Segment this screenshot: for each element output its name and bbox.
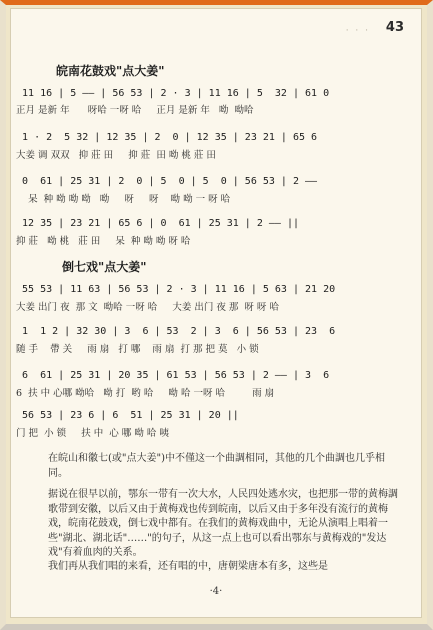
jianpu-line: 56 53 | 23 6 | 6 51 | 25 31 | 20 || <box>10 410 239 421</box>
page-number: 43 <box>385 20 404 35</box>
jianpu-line: 1 · 2 5 32 | 12 35 | 2 0 | 12 35 | 23 21 | 65 6 <box>10 132 318 143</box>
page-top-marks: · · · <box>345 26 370 36</box>
lyric-line: 大姜 出门 夜 那 文 呦哈 一呀 哈 大姜 出门 夜 那 呀 呀 哈 <box>10 302 279 312</box>
lyric-line: 正月 是新 年 呀哈 一呀 哈 正月 是新 年 呦 呦哈 <box>10 105 254 115</box>
lyric-line: 随 手 帶 关 雨 扇 打 哪 雨 扇 打 那 把 莫 小 锁 <box>10 344 259 354</box>
scanned-page <box>10 8 422 618</box>
lyric-line: 大姜 调 双双 抑 莊 田 抑 莊 田 呦 桃 莊 田 <box>10 150 216 160</box>
jianpu-line: 1 1 2 | 32 30 | 3 6 | 53 2 | 3 6 | 56 53 | 23 6 <box>10 326 336 337</box>
lyric-line: 抑 莊 呦 桃 莊 田 呆 种 呦 呦 呀 哈 <box>10 236 191 246</box>
paragraph-history: 据说在很早以前，鄂东一带有一次大水，人民四处逃水灾，也把那一带的黄梅調歌带到安徽，以后又由于黄梅戏也传到皖南，以后又由于多年没有流行的黄梅戏，皖南花鼓戏，倒七戏中都有。在我们的黄梅戏曲中，无论从演唱上唱着一些"湖北、湖北话"……"的句子，从这一点上也可以看出鄂东与黄梅戏的"发达戏"有着血肉的关系。 <box>48 489 398 558</box>
jianpu-line: 12 35 | 23 21 | 65 6 | 0 61 | 25 31 | 2 —— || <box>10 218 299 229</box>
jianpu-line: 11 16 | 5 —— | 56 53 | 2 · 3 | 11 16 | 5 32 | 61 0 <box>10 88 330 99</box>
jianpu-line: 6 61 | 25 31 | 20 35 | 61 53 | 56 53 | 2 —— | 3 6 <box>10 370 330 381</box>
lyric-line: 呆 种 呦 呦 呦 呦 呀 呀 呦 呦 一 呀 哈 <box>10 194 231 204</box>
paragraph-continue: 我们再从我们唱的来看，还有唱的中，唐朝梁唐本有多，这些是 <box>48 561 328 572</box>
paragraph-intro: 在皖山和徽七(或"点大姜")中不僅这一个曲調相同，其他的几个曲調也几乎相同。 <box>48 453 386 479</box>
jianpu-line: 0 61 | 25 31 | 2 0 | 5 0 | 5 0 | 56 53 | 2 —— <box>10 176 318 187</box>
section-title-daoqi-xi: 倒七戏"点大姜" <box>62 260 147 274</box>
lyric-line: 门 把 小 锁 扶 中 心 哪 呦 哈 咦 <box>10 428 169 438</box>
footer-page-number: ·4· <box>209 586 223 597</box>
section-title-wannan-huagu: 皖南花鼓戏"点大姜" <box>56 64 165 78</box>
jianpu-line: 55 53 | 11 63 | 56 53 | 2 · 3 | 11 16 | 5 63 | 21 20 <box>10 284 336 295</box>
lyric-line: 6 扶 中 心哪 呦哈 呦 打 哟 哈 呦 哈 一呀 哈 雨 扇 <box>10 388 275 398</box>
